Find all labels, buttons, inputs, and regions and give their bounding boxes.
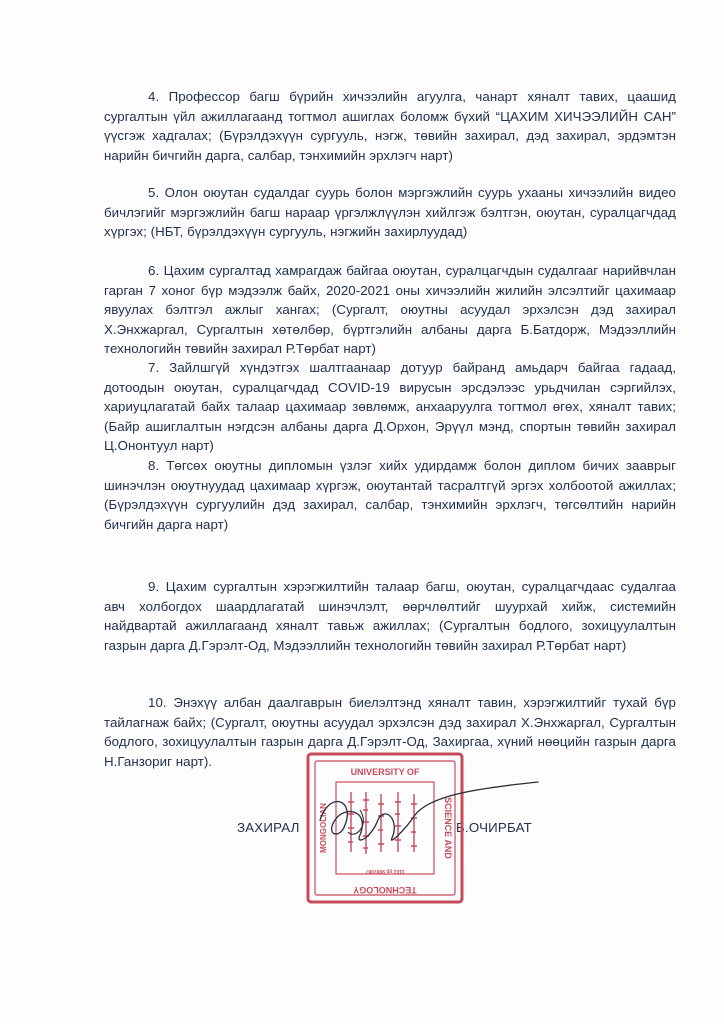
director-name: Б.ОЧИРБАТ — [456, 820, 532, 835]
paragraph-item-4: 4. Профессор багш бүрийн хичээлийн агуулга, чанарт хяналт тавих, цаашид сургалтын үйл ажиллагаанд тогтмол ашиглах боломж бүхий “ЦАХИМ ХИЧЭЭЛИЙН САН” үүсгэж хадгалах; (Бүрэлдэхүүн сургууль, нэгж, төвийн захирал, дэд захирал, эрдэмтэн нарийн бичгийн дарга, салбар, тэнхимийн эрхлэгч нарт) — [104, 89, 676, 163]
paragraph-item-5: 5. Олон оюутан судалдаг суурь болон мэргэжлийн суурь ухааны хичээлийн видео бичлэгийг мэргэжлийн багш нараар үргэлжлүүлэн хийлгэж бэлтгэн, оюутан, суралцагчдад хүргэх; (НБТ, бүрэлдэхүүн сургууль, нэгжийн захирлуудад) — [104, 185, 676, 240]
stamp-number: 1161 ур 9087087 — [365, 868, 405, 874]
stamp-text-top: UNIVERSITY OF — [350, 767, 420, 777]
stamp-text-left: MONGOLIAN — [319, 803, 328, 853]
paragraph-item-10: 10. Энэхүү албан даалгаврын биелэлтэнд хяналт тавин, хэрэгжилтийг тухай бүр тайлагнаж байх; (Сургалт, оюутны асуудал эрхэлсэн дэд захирал Х.Энхжаргал, Сургалтын бодлого, зохицуулалтын газрын дарга Д.Гэрэлт-Од, Захиргаа, хүний нөөцийн газрын дарга Н.Ганзориг нарт). — [104, 695, 676, 769]
paragraph-item-8: 8. Төгсөх оюутны дипломын үзлэг хийх удирдамж болон диплом бичих зааврыг шинэчлэн оюутнуудад цахимаар хүргэж, оюутантай тасралтгүй эргэх холбоотой ажиллах; (Бүрэлдэхүүн сургуулийн дэд захирал, салбар, тэнхимийн эрхлэгч, төгсөлтийн нарийн бичгийн дарга нарт) — [104, 458, 676, 532]
handwritten-signature-icon — [300, 780, 540, 850]
mongolian-script-icon — [348, 792, 417, 854]
paragraph-item-7: 7. Зайлшгүй хүндэтгэх шалтгаанаар дотуур байранд амьдарч байгаа гадаад, дотоодын оюутан, суралцагчдад COVID-19 вирусын эрсдэлээс урьдчилан сэргийлэх, хариуцлагатай байх талаар цахимаар зөвлөмж, анхааруулга тогтмол өгөх, хяналт тавих; (Байр ашиглалтын нэгдсэн албаны дарга Д.Орхон, Эрүүл мэнд, спортын төвийн захирал Ц.Ононтуул нарт) — [104, 360, 676, 454]
director-title: ЗАХИРАЛ — [237, 820, 300, 835]
stamp-text-bottom: TECHNOLOGY — [353, 885, 417, 895]
university-stamp-icon — [306, 752, 464, 904]
stamp-text-right: SCIENCE AND — [443, 797, 453, 859]
paragraph-item-6: 6. Цахим сургалтад хамрагдаж байгаа оюутан, суралцагчдын судалгааг нарийвчлан гарган 7 хоног бүр мэдээлж байх, 2020-2021 оны хичээлийн жилийн элсэлтийг цахимаар явуулах бэлтгэл ажлыг хангах; (Сургалт, оюутны асуудал эрхэлсэн дэд захирал Х.Энхжаргал, Сургалтын хөтөлбөр, бүртгэлийн албаны дарга Б.Батдорж, Мэдээллийн технологийн төвийн захирал Р.Төрбат нарт) — [104, 263, 676, 357]
paragraph-item-9: 9. Цахим сургалтын хэрэгжилтийн талаар багш, оюутан, суралцагчдаас судалгаа авч холбогдох шаардлагатай шинэчлэлт, өөрчлөлтийг шуурхай хийж, системийн найдвартай ажиллагаанд хяналт тавьж ажиллах; (Сургалтын бодлого, зохицуулалтын газрын дарга Д.Гэрэлт-Од, Мэдээллийн технологийн төвийн захирал Р.Төрбат нарт) — [104, 579, 676, 653]
